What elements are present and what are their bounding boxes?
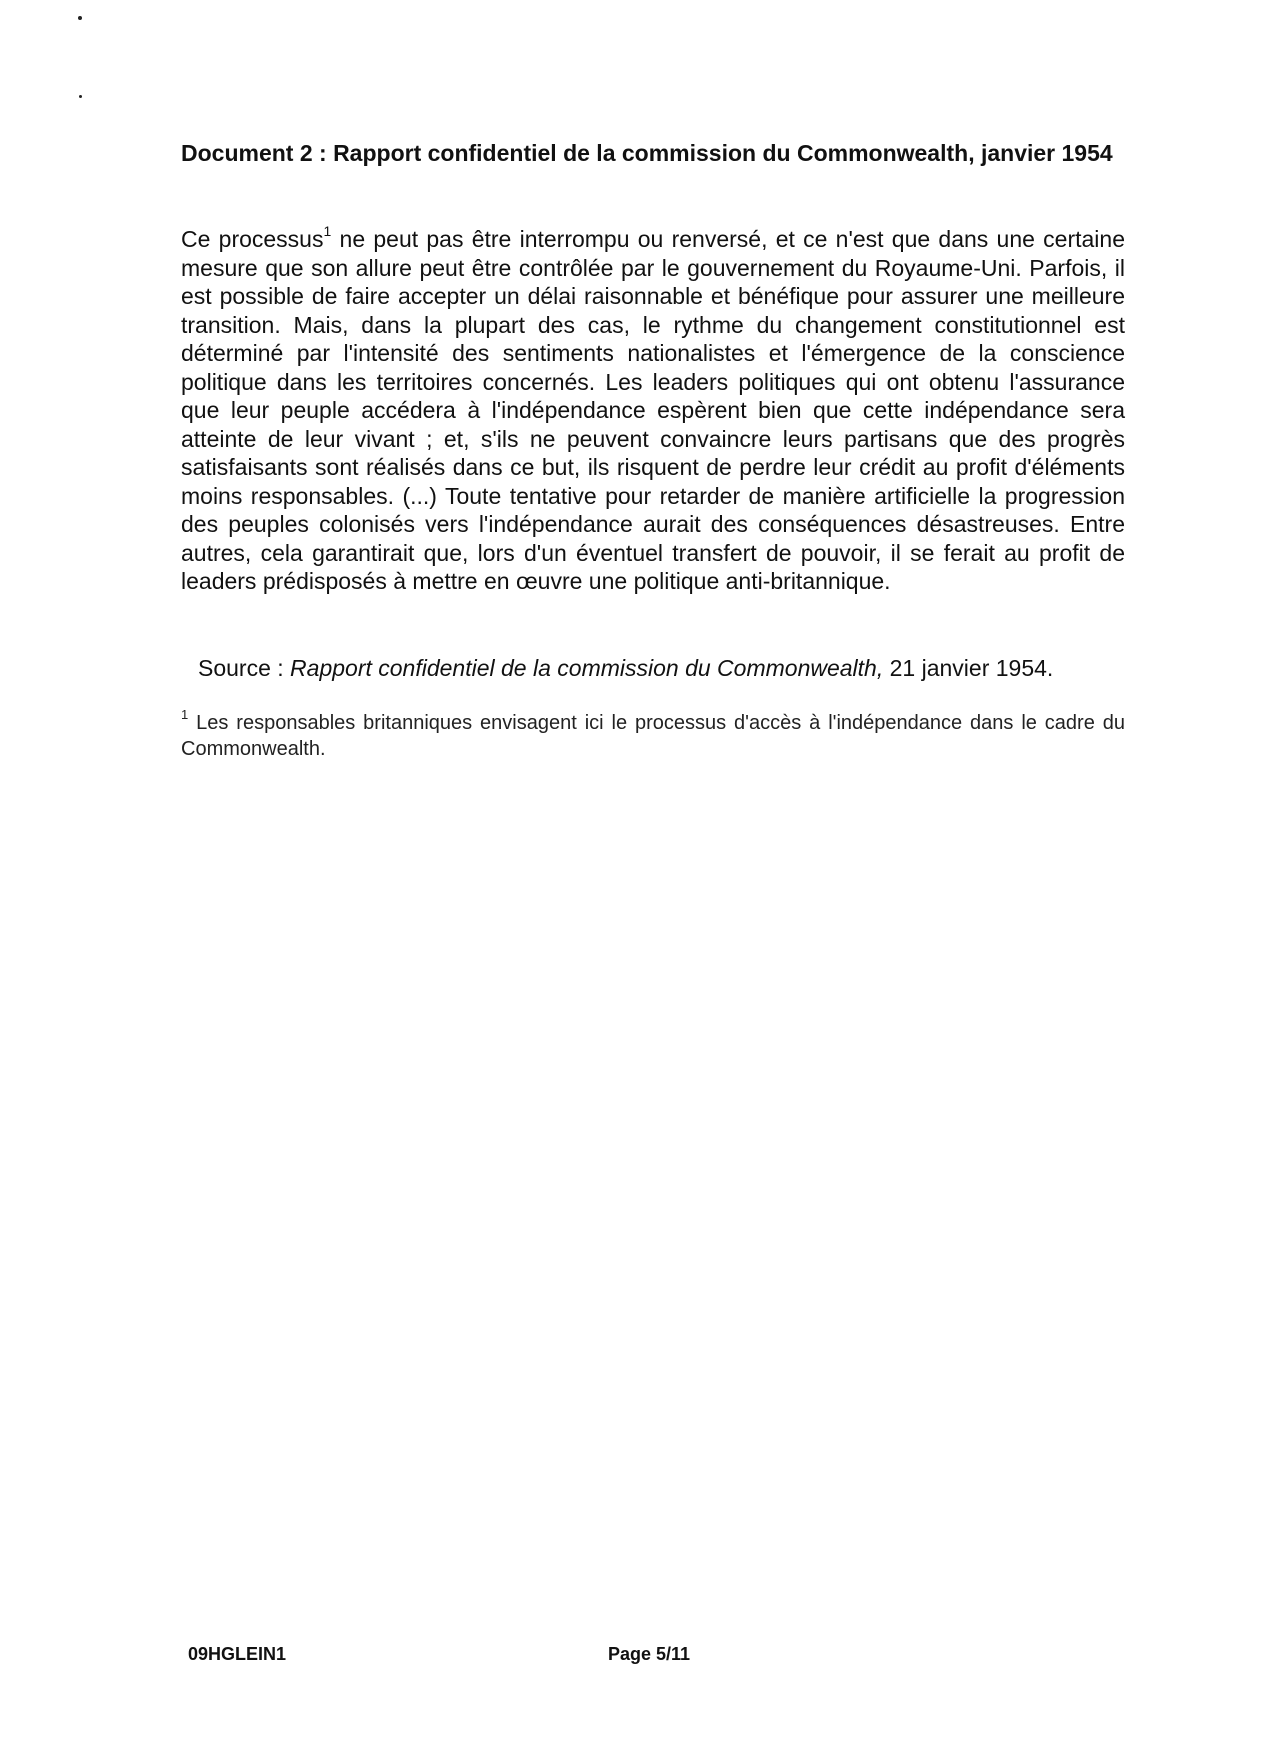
- document-body: [181, 225, 1125, 596]
- document-title: Document 2 : Rapport confidentiel de la commission du Commonwealth, janvier 1954: [181, 140, 1113, 166]
- source-title: Rapport confidentiel de la commission du Commonwealth,: [290, 655, 884, 681]
- source-prefix: Source :: [198, 655, 291, 681]
- body-text-start: Ce processus: [181, 226, 324, 252]
- footer-page-number: Page 5/11: [608, 1644, 691, 1664]
- footnote: [181, 707, 1125, 762]
- source-line: [198, 653, 1138, 683]
- scan-speck: [79, 95, 82, 98]
- source-date: 21 janvier 1954.: [883, 655, 1054, 681]
- footnote-text: Les responsables britanniques envisagent ici le processus d'accès à l'indépendance dans le cadre du Commonwealth.: [181, 712, 1125, 760]
- footnote-reference: 1: [323, 223, 332, 240]
- body-text-rest: ne peut pas être interrompu ou renversé, et ce n'est que dans une certaine mesure que son allure peut être contrôlée par le gouvernement du Royaume-Uni. Parfois, il est possible de faire accepter un délai raisonnable et bénéfique pour assurer une meilleure transition. Mais, dans la plupart des cas, le rythme du changement constitutionnel est déterminé par l'intensité des sentiments nationalistes et l'émergence de la conscience politique dans les territoires concernés. Les leaders politiques qui ont obtenu l'assurance que leur peuple accédera à l'indépendance espèrent bien que cette indépendance sera atteinte de leur vivant ; et, s'ils ne peuvent convaincre leurs partisans que des progrès satisfaisants sont réalisés dans ce but, ils risquent de perdre leur crédit au profit d'éléments moins responsables. (...) Toute tentative pour retarder de manière artificielle la progression des peuples colonisés vers l'indépendance aurait des conséquences désastreuses. Entre autres, cela garantirait que, lors d'un éventuel transfert de pouvoir, il se ferait au profit de leaders prédisposés à mettre en œuvre une politique anti-britannique.: [181, 226, 1125, 594]
- scan-speck: [78, 16, 82, 20]
- footer-exam-code: 09HGLEIN1: [188, 1644, 287, 1664]
- footnote-marker: 1: [181, 707, 189, 723]
